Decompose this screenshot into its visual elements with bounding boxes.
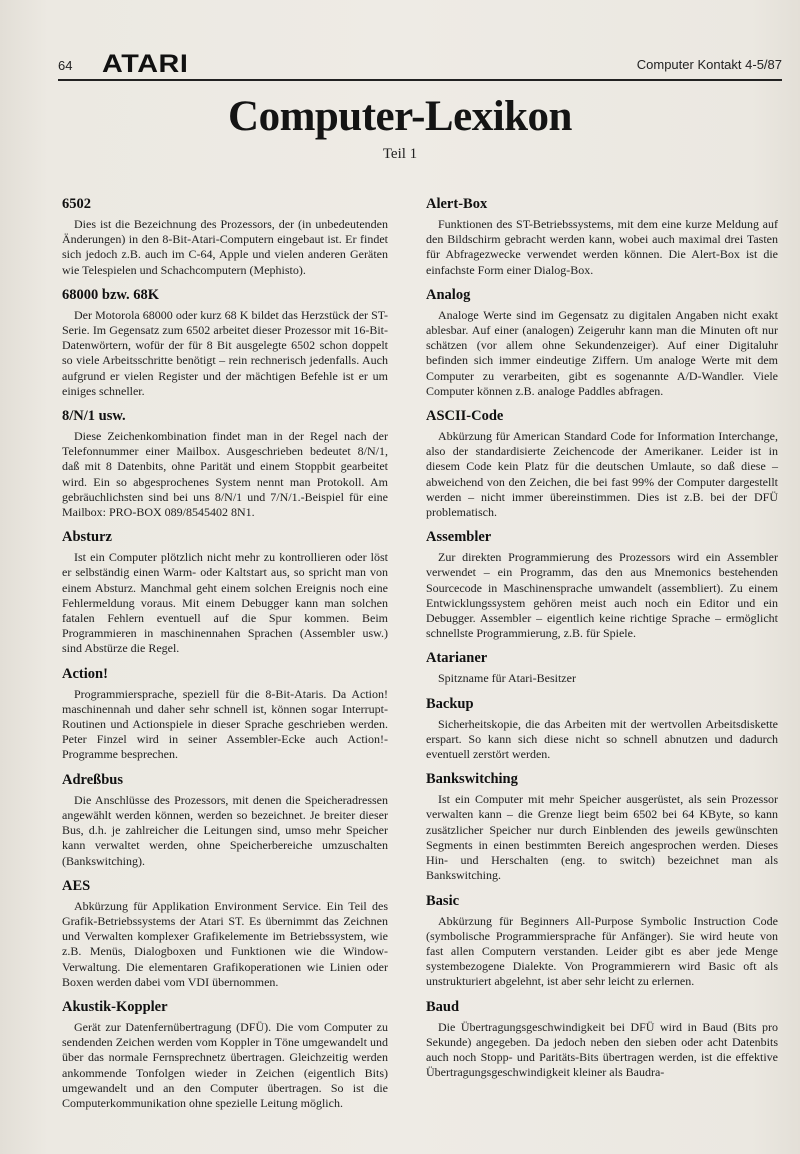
entry-term: ASCII-Code: [426, 408, 504, 425]
entry-6502: [62, 196, 388, 278]
entry-text: Funktionen des ST-Betriebssystems, mit dem eine kurze Meldung auf den Bildschirm gebracht werden kann, wobei auch maximal drei Tasten für Abfragezwecke verwendet werden können. Die Alert-Box ist die einfachste Form einer Dialog-Box.: [426, 217, 778, 277]
right-column: [426, 196, 778, 1089]
entry-term: Adreßbus: [62, 771, 123, 788]
entry-text: Zur direkten Programmierung des Prozessors wird ein Assembler verwendet – ein Programm, das den aus Mnemonics bestehenden Sourcecode in Maschinensprache umwandelt (assembliert). Zu einem Entwicklungssystem gehören meist auch noch ein Editor und ein Debugger. Assembler – eigentlich keine richtige Sprache – ermöglicht schnellste Programmierung, z.B. für Spiele.: [426, 550, 778, 641]
entry-term: Baud: [426, 998, 460, 1015]
entry-text: Der Motorola 68000 oder kurz 68 K bildet das Herzstück der ST-Serie. Im Gegensatz zum 6502 arbeitet dieser Prozessor mit 16-Bit-Datenwörtern, wofür der für 8 Bit ausgelegte 6502 schon doppelt so viele Arbeitsschritte benötigt – rein rechnerisch jedenfalls. Auch aufgrund er vielen Register und der mächtigen Befehle ist er um einiges schneller.: [62, 307, 388, 398]
entry-aes: [62, 878, 388, 990]
entry-analog: [426, 287, 778, 399]
page-subtitle: Teil 1: [382, 146, 418, 162]
entry-term: Akustik-Koppler: [62, 998, 168, 1015]
entry-backup: [426, 696, 778, 763]
entry-term: Basic: [426, 892, 460, 909]
atari-logo: ATARI: [102, 50, 189, 78]
entry-basic: [426, 893, 778, 990]
entry-assembler: [426, 529, 778, 641]
entry-term: Analog: [426, 286, 471, 303]
entry-atarianer: [426, 650, 778, 686]
entry-text: Abkürzung für Beginners All-Purpose Symbolic Instruction Code (symbolische Programmiersprache für Anfänger). Sie wird heute von fast allen Computern verstanden. Leider gibt es aber jede Menge systembezogene Dialekte. Von Programmierern wird Basic oft als unstrukturiert abgelehnt, ist aber sehr leicht zu erlernen.: [426, 913, 778, 989]
entry-text: Die Anschlüsse des Prozessors, mit denen die Speicheradressen angewählt werden können, werden so bezeichnet. Je breiter dieser Bus, d.h. je zahlreicher die Leitungen sind, umso mehr Speicher kann verwaltet werden, ohne Speicherbereiche umzuschalten (Bankswitching).: [62, 792, 388, 868]
entry-term: Alert-Box: [426, 196, 488, 212]
entry-absturz: [62, 529, 388, 656]
entry-8n1: [62, 408, 388, 520]
entry-text: Dies ist die Bezeichnung des Prozessors, der (in unbedeutenden Änderungen) in den 8-Bit-Atari-Computern eingebaut ist. Er findet sich jedoch z.B. auch im C-64, Apple und vielen anderen Geräten wie Telespielen und Schachcomputern (Mephisto).: [62, 217, 388, 277]
entry-text: Analoge Werte sind im Gegensatz zu digitalen Angaben nicht exakt ablesbar. Auf einer (analogen) Zeigeruhr kann man die Minuten oft nur schätzen (vor allem ohne Sekundenzeiger). Auf einer Digitaluhr befinden sich immer eindeutige Ziffern. Um analoge Werte mit dem Computer zu verarbeiten, gibt es sogenannte A/D-Wandler. Viele Computer können z.B. analoge Paddles abfragen.: [426, 307, 778, 398]
entry-text: Programmiersprache, speziell für die 8-Bit-Ataris. Da Action! maschinennah und daher sehr schnell ist, können sogar Interrupt-Routinen und Actionspiele in dieser Sprache geschrieben werden. Peter Finzel wird in seiner Assembler-Ecke auch Action!-Programme besprechen.: [62, 686, 388, 762]
entry-text: Gerät zur Datenfernübertragung (DFÜ). Die vom Computer zu sendenden Zeichen werden vom Koppler in Töne umgewandelt und über das normale Fernsprechnetz übertragen. Gleichzeitig werden ankommende Tonfolgen wieder in Zeichen (eigentlich Bits) umgewandelt und an den Computer übertragen. So ist die Computerkommunikation ohne spezielle Leitung möglich.: [62, 1019, 388, 1110]
entry-term: 8/N/1 usw.: [62, 408, 126, 425]
page-header: [58, 50, 782, 80]
entry-term: Backup: [426, 695, 474, 712]
entry-text: Die Übertragungsgeschwindigkeit bei DFÜ wird in Baud (Bits pro Sekunde) angegeben. Da jedoch neben den sieben oder acht Datenbits auch noch Stopp- und Paritäts-Bits übertragen werden, ist die effektive Übertragungsgeschwindigkeit kleiner als Baudra-: [426, 1019, 778, 1080]
entry-term: AES: [62, 877, 91, 894]
entry-text: Ist ein Computer mit mehr Speicher ausgerüstet, als sein Prozessor verwalten kann – die Grenze liegt beim 6502 bei 64 KByte, so kann zusätzlicher Speicher nur durch Einblenden des jeweils gewünschten Segments in einen bestimmten Bereich angesprochen werden. Dieses Hin- und Herschalten (eng. to switch) bezeichnet man als Bankswitching.: [426, 792, 778, 883]
issue-label: Computer Kontakt 4-5/87: [636, 57, 782, 72]
entry-term: Bankswitching: [426, 771, 518, 788]
entry-adressbus: [62, 772, 388, 869]
entry-ascii-code: [426, 408, 778, 520]
page-number: 64: [58, 58, 73, 73]
left-column: [62, 196, 388, 1120]
entry-68000: [62, 287, 388, 399]
entry-term: Assembler: [426, 529, 492, 546]
entry-term: Absturz: [62, 529, 112, 546]
entry-text: Ist ein Computer plötzlich nicht mehr zu kontrollieren oder löst er selbständig einen Warm- oder Kaltstart aus, so spricht man von einem Absturz. Manchmal geht einem solchen Ereignis noch eine Fehlermeldung voraus. Mit einem Debugger kann man solchen fatalen Fehlern eventuell auf die Spur kommen. Beim Programmieren in maschinennahen Sprachen (Assembler usw.) sind Abstürze die Regel.: [62, 550, 388, 656]
entry-term: Atarianer: [426, 650, 488, 667]
entry-text: Spitzname für Atari-Besitzer: [438, 671, 576, 686]
entry-text: Sicherheitskopie, die das Arbeiten mit der wertvollen Arbeitsdiskette erspart. So kann sich diese nicht so schnell abnutzen und dadurch eventuell zerstört werden.: [426, 716, 778, 762]
entry-action: [62, 666, 388, 763]
entry-term: Action!: [62, 665, 108, 682]
entry-text: Diese Zeichenkombination findet man in der Regel nach der Telefonnummer einer Mailbox. Ausgeschrieben bedeutet 8/N/1, daß mit 8 Datenbits, ohne Parität und einem Stoppbit gearbeitet wird. Ein so abgesprochenes System nennt man Protokoll. Am gebräuchlichsten sind bei uns 8/N/1 und 7/N/1.-Beispiel für eine Mailbox: PRO-BOX 089/8545402 8N1.: [62, 429, 388, 520]
entry-text: Abkürzung für Applikation Environment Service. Ein Teil des Grafik-Betriebssystems der Atari ST. Es übernimmt das Zeichnen und Verwalten komplexer Grafikelemente im Betriebssystem, wie z.B. Menüs, Dialogboxen und Funktionen wie die Window-Verwaltung. Die elementaren Grafikoperationen wie Linien oder Boxen werden dabei vom VDI übernommen.: [62, 898, 388, 989]
entry-text: Abkürzung für American Standard Code for Information Interchange, also der standardisierte Zeichencode der Amerikaner. Leider ist in diesem Code kein Platz für die deutschen Umlaute, so daß diese – abweichend von den Zeichen, die bei fast 99% der Computer dargestellt werden – nicht immer übereinstimmen. Dies ist z.B. bei der DFÜ problematisch.: [426, 429, 778, 520]
entry-term: 6502: [62, 196, 91, 212]
header-rule: [58, 79, 782, 81]
page-title: Computer-Lexikon: [228, 93, 572, 140]
entry-akustik-koppler: [62, 999, 388, 1111]
entry-term: 68000 bzw. 68K: [62, 286, 160, 303]
entry-bankswitching: [426, 771, 778, 883]
entry-baud: [426, 999, 778, 1081]
entry-alert-box: [426, 196, 778, 278]
